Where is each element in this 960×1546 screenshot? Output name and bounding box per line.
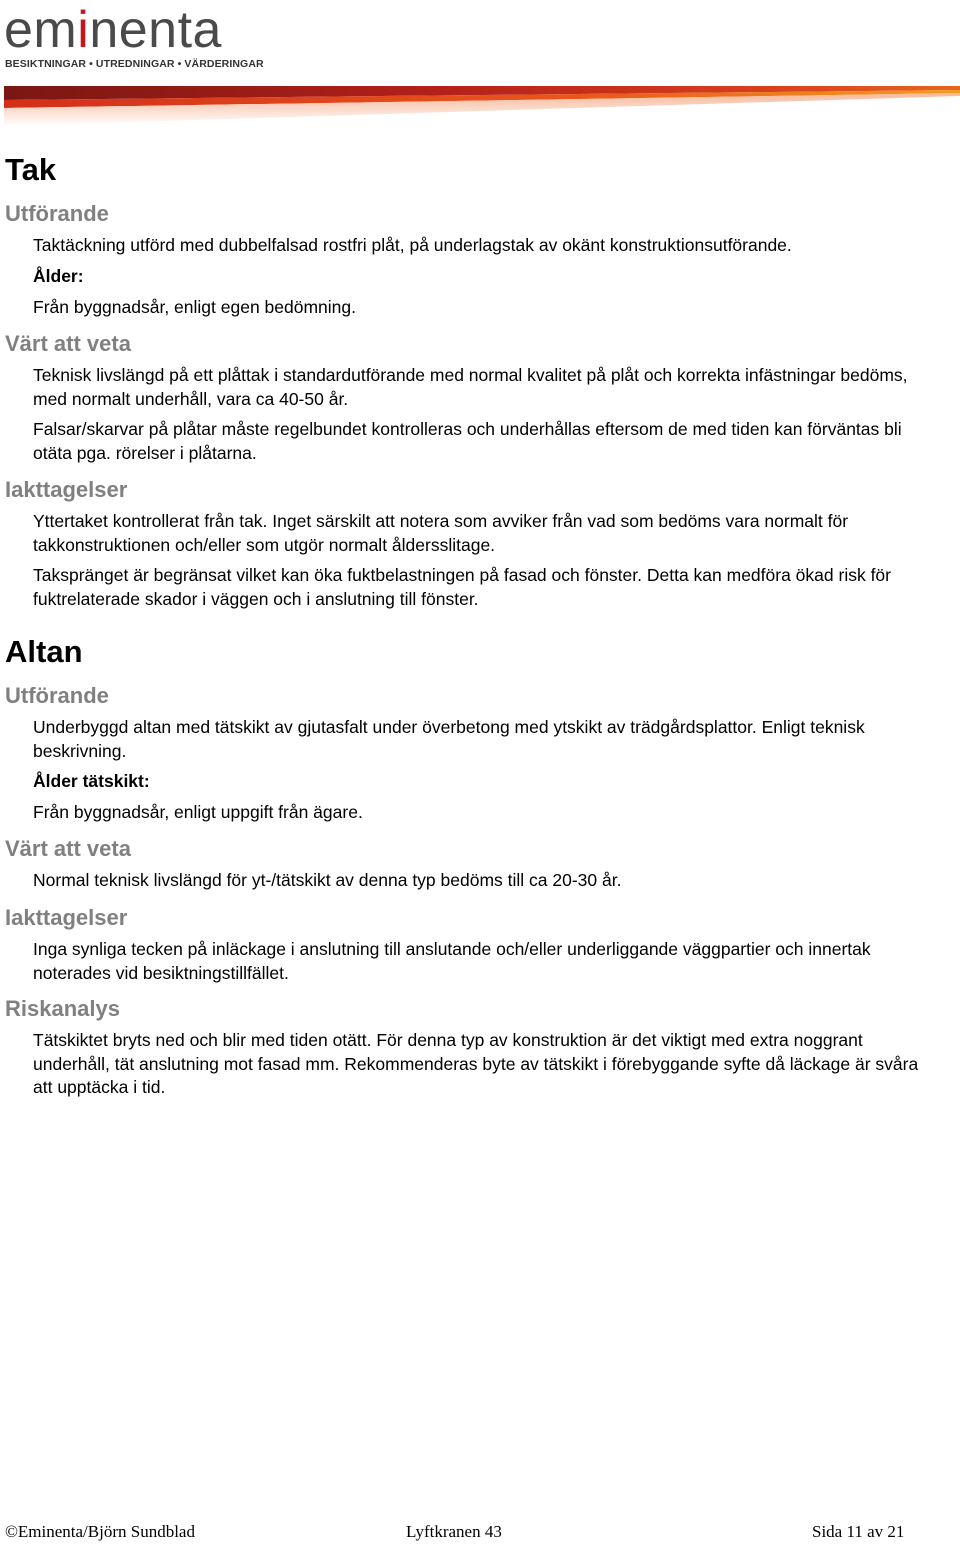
footer-property: Lyftkranen 43: [406, 1522, 502, 1541]
heading-altan-riskanalys: Riskanalys: [5, 996, 120, 1021]
heading-altan-utforande: Utförande: [5, 683, 109, 708]
altan-risk-text: Tätskiktet bryts ned och blir med tiden otätt. För denna typ av konstruktion är det viktigt med extra noggrant underhåll, tät anslutning mot fasad mm. Rekommenderas byte av tätskikt i förebyggande syfte då läckage är svåra att upptäcka i tid.: [33, 1030, 919, 1097]
tak-iakt-text-2: Takspränget är begränsat vilket kan öka fuktbelastningen på fasad och fönster. Detta kan medföra ökad risk för fuktrelaterade skador i väggen och i anslutning till fönster.: [33, 565, 891, 609]
tak-vart-text-2: Falsar/skarvar på plåtar måste regelbundet kontrolleras och underhållas eftersom de med tiden kan förväntas bli otäta pga. rörelser i plåtarna.: [33, 419, 902, 463]
logo-text-pre: em: [4, 1, 78, 59]
footer-copyright: ©Eminenta/Björn Sundblad: [5, 1522, 195, 1541]
tak-iakt-text-1: Yttertaket kontrollerat från tak. Inget särskilt att notera som avviker från vad som bedöms vara normalt för takkonstruktionen och/eller som utgör normalt åldersslitage.: [33, 511, 849, 555]
altan-alder-text: Från byggnadsår, enligt uppgift från ägare.: [33, 802, 363, 822]
altan-vart-text: Normal teknisk livslängd för yt-/tätskikt av denna typ bedöms till ca 20-30 år.: [33, 870, 622, 890]
eminenta-logo: [4, 1, 264, 74]
tak-alder-label: Ålder:: [33, 266, 84, 286]
heading-altan-vart-att-veta: Värt att veta: [5, 836, 131, 861]
heading-altan-iakttagelser: Iakttagelser: [5, 905, 128, 930]
logo-text-accent: i: [77, 1, 90, 59]
section-title-altan: Altan: [5, 634, 83, 669]
heading-tak-iakttagelser: Iakttagelser: [5, 477, 128, 502]
section-title-tak: Tak: [5, 152, 57, 187]
header-banner: [4, 84, 960, 128]
tak-vart-text-1: Teknisk livslängd på ett plåttak i standardutförande med normal kvalitet på plåt och korrekta infästningar bedöms, med normalt underhåll, vara ca 40-50 år.: [33, 365, 908, 409]
heading-tak-utforande: Utförande: [5, 201, 109, 226]
altan-alder-label: Ålder tätskikt:: [33, 771, 150, 791]
logo-tagline: BESIKTNINGAR • UTREDNINGAR • VÄRDERINGAR: [5, 58, 264, 70]
tak-alder-text: Från byggnadsår, enligt egen bedömning.: [33, 297, 357, 317]
logo-wordmark: [4, 2, 222, 58]
page-footer: [0, 1520, 960, 1544]
altan-iakt-text: Inga synliga tecken på inläckage i anslutning till anslutande och/eller underliggande väggpartier och innertak noterades vid besiktningstillfället.: [33, 939, 871, 983]
logo-text-post: nenta: [89, 1, 222, 59]
heading-tak-vart-att-veta: Värt att veta: [5, 331, 131, 356]
footer-page-number: Sida 11 av 21: [812, 1522, 905, 1541]
altan-utforande-text: Underbyggd altan med tätskikt av gjutasfalt under överbetong med ytskikt av trädgårdsplattor. Enligt teknisk beskrivning.: [33, 717, 865, 761]
tak-utforande-text: Taktäckning utförd med dubbelfalsad rostfri plåt, på underlagstak av okänt konstruktionsutförande.: [33, 235, 792, 255]
